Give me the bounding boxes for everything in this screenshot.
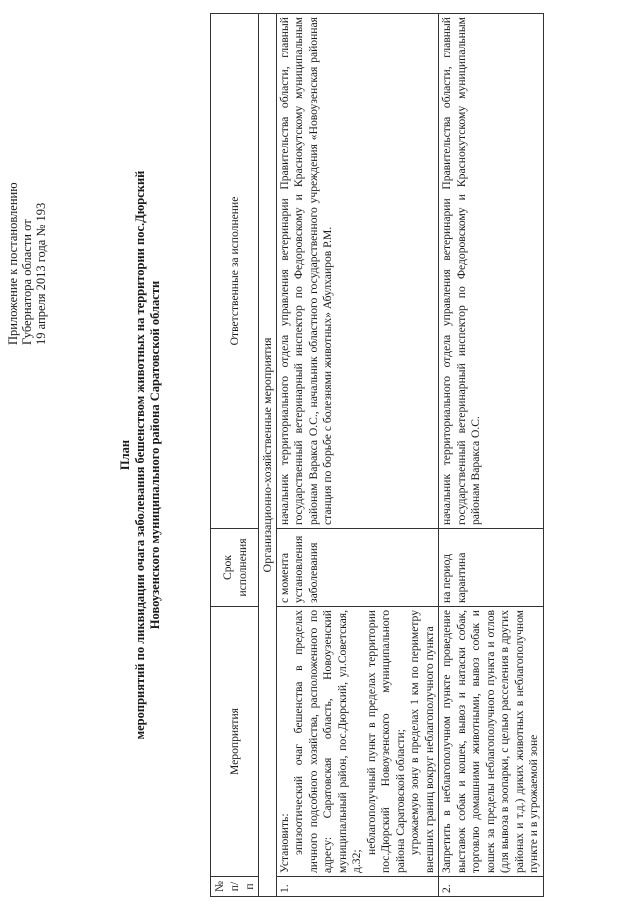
header-responsible: Ответственные за исполнение [211,14,259,529]
title-line-2: мероприятий по ликвидации очага заболевания бешенством животных на территории пос.Дюрский [133,170,147,740]
row-measures [439,607,544,877]
title-line-1: План [118,439,132,471]
measure-paragraph: Запретить в неблагополучном пункте проведение выставок собак и кошек, вывоз и натаски собак, торговлю домашними животными, вывоз собак и кошек за пределы неблагополучного пункта и отлов (для вывоза в зоопарки, с целью расселения в других районах и т.д.) диких животных в неблагополучном пункте и в угрожаемой зоне [440,610,540,873]
header-term: Срок исполнения [211,529,259,607]
appendix-line-2: Губернатора области от [20,219,34,345]
measure-paragraph: Установить: [277,813,291,873]
row-responsible: начальник территориального отдела управления ветеринарии Правительства области, главный государственный ветеринарный инспектор по Федоровскому и Краснокутскому муниципальным районам Варакса О.С., начальник областного государственного учреждения «Новоузенская районная станция по борьбе с болезнями животных» Абулхаиров Р.М. [276,14,439,529]
row-number: 1. [276,877,439,897]
row-responsible: начальник территориального отдела управления ветеринарии Правительства области, главный государственный ветеринарный инспектор по Федоровскому и Краснокутскому муниципальным районам Варакса О.С. [439,14,544,529]
appendix-line-3: 19 апреля 2013 года № 193 [34,202,48,345]
row-number: 2. [439,877,544,897]
appendix-line-1: Приложение к постановлению [6,182,20,345]
section-title: Организационно-хозяйственные мероприятия [259,14,277,897]
measure-paragraph: угрожаемую зону в пределах 1 км по периметру внешних границ вокруг неблагополучного пункта [408,610,436,873]
appendix-note [6,182,48,345]
document-title [118,25,163,885]
measures-table [210,13,544,897]
measure-paragraph: неблагополучный пункт в пределах территории пос.Дюрский Новоузенского муниципального района Саратовской области; [364,610,407,873]
header-measures: Мероприятия [211,607,259,877]
measure-paragraph: эпизоотический очаг бешенства в пределах личного подсобного хозяйства, расположенного по адресу: Саратовская область, Новоузенский муниципальный район, пос.Дюрский, ул.Советская, д.32; [292,610,363,873]
header-num: № п/п [211,877,259,897]
row-term: на период карантина [439,529,544,607]
table-row [439,14,544,897]
table-header-row [211,14,259,897]
row-term: с момента установления заболевания [276,529,439,607]
row-measures [276,607,439,877]
table-row [276,14,439,897]
section-row [259,14,277,897]
title-line-3: Новоузенского муниципального района Саратовской области [148,280,162,630]
